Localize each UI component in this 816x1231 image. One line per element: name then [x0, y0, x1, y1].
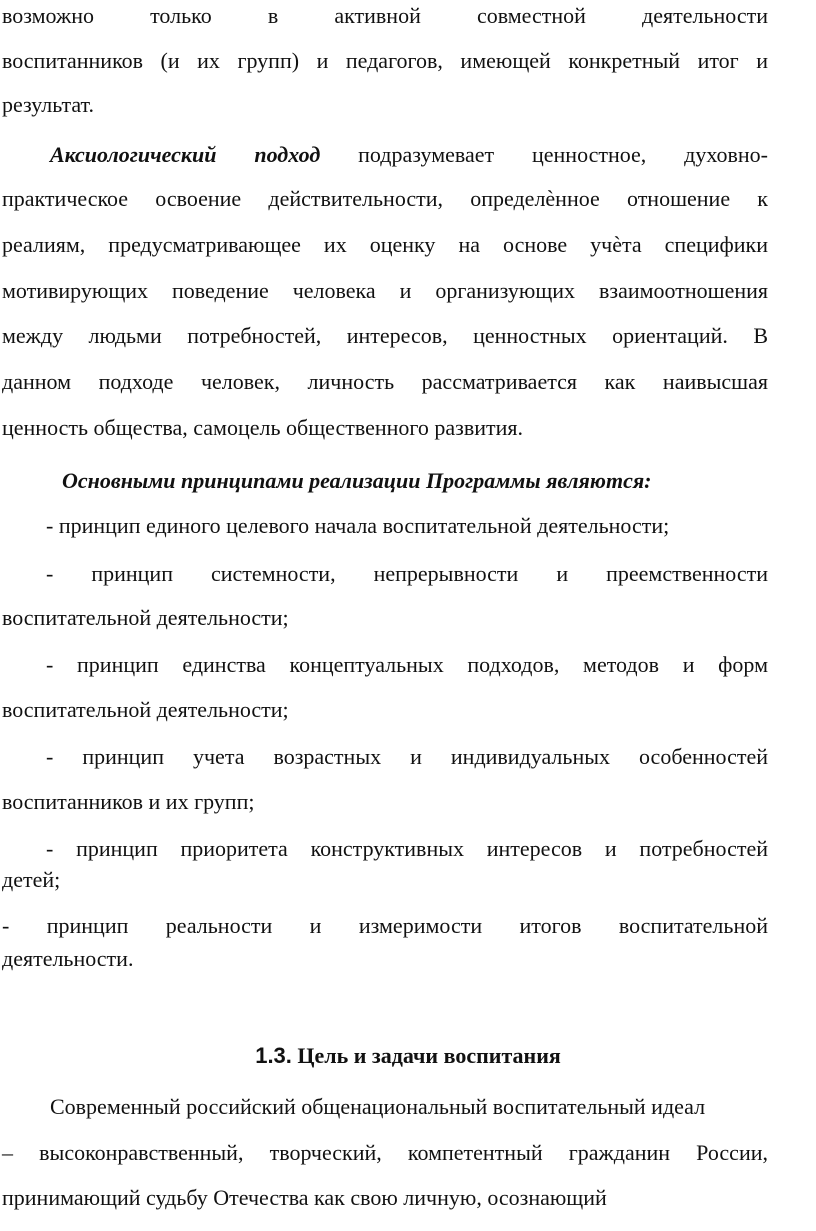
paragraph-line: воспитанников (и их групп) и педагогов, имеющей конкретный итог и [2, 48, 768, 73]
principle-item-continuation: воспитательной деятельности; [2, 697, 289, 722]
paragraph-line: возможно только в активной совместной деятельности [2, 3, 768, 28]
paragraph-line: мотивирующих поведение человека и организующих взаимоотношения [2, 278, 768, 303]
paragraph-first-line: Современный российский общенациональный воспитательный идеал [50, 1094, 706, 1119]
paragraph-first-line [50, 141, 768, 169]
principle-item-continuation: детей; [2, 867, 61, 892]
principles-title: Основными принципами реализации Программы являются: [62, 468, 652, 493]
principle-item: - принцип системности, непрерывности и преемственности [46, 561, 768, 586]
paragraph-line: ценность общества, самоцель общественного развития. [2, 415, 523, 440]
section-number: 1.3. [255, 1043, 292, 1068]
term-axiological-approach: Аксиологический подход [50, 142, 321, 167]
principle-item: - принцип реальности и измеримости итогов воспитательной [2, 913, 768, 938]
paragraph-line: между людьми потребностей, интересов, ценностных ориентаций. В [2, 323, 768, 348]
principle-item: - принцип приоритета конструктивных интересов и потребностей [46, 836, 768, 861]
paragraph-line: данном подходе человек, личность рассматривается как наивысшая [2, 369, 768, 394]
principle-item-continuation: воспитательной деятельности; [2, 605, 289, 630]
section-heading [0, 1042, 816, 1070]
paragraph-line: принимающий судьбу Отечества как свою личную, осознающий [2, 1185, 607, 1210]
principle-item: - принцип учета возрастных и индивидуальных особенностей [46, 744, 768, 769]
principle-item-continuation: деятельности. [2, 946, 134, 971]
principle-item: - принцип единого целевого начала воспитательной деятельности; [46, 513, 670, 538]
paragraph-line: практическое освоение действительности, определѐнное отношение к [2, 186, 768, 211]
principle-item-continuation: воспитанников и их групп; [2, 789, 255, 814]
paragraph-line: результат. [2, 92, 95, 117]
paragraph-line-text: подразумевает ценностное, духовно- [358, 142, 768, 167]
paragraph-line: реалиям, предусматривающее их оценку на основе учѐта специфики [2, 232, 768, 257]
principle-item: - принцип единства концептуальных подходов, методов и форм [46, 652, 768, 677]
section-title: Цель и задачи воспитания [297, 1043, 561, 1068]
paragraph-line: – высоконравственный, творческий, компетентный гражданин России, [2, 1140, 768, 1165]
